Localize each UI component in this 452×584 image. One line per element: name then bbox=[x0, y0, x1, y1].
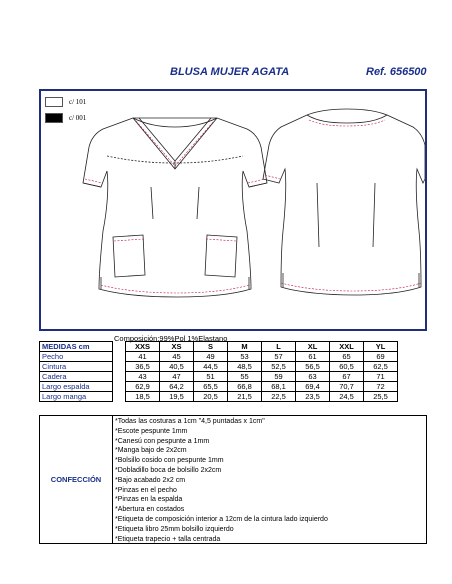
measurements-header-row bbox=[40, 342, 398, 352]
size-header-yl: YL bbox=[364, 342, 398, 352]
list-item: *Etiqueta trapecio + talla centrada bbox=[115, 535, 221, 543]
table-cell: 21,5 bbox=[228, 392, 262, 402]
table-cell: 67 bbox=[330, 372, 364, 382]
table-cell: 71 bbox=[364, 372, 398, 382]
confection-divider bbox=[112, 416, 113, 543]
table-cell: 51 bbox=[194, 372, 228, 382]
table-cell: 25,5 bbox=[364, 392, 398, 402]
table-cell: 55 bbox=[228, 372, 262, 382]
list-item: *Dobladillo boca de bolsillo 2x2cm bbox=[115, 466, 222, 474]
size-header-xxs: XXS bbox=[126, 342, 160, 352]
row-label: Cadera bbox=[40, 372, 113, 382]
list-item: *Escote pespunte 1mm bbox=[115, 427, 188, 435]
table-cell: 18,5 bbox=[126, 392, 160, 402]
front-view-drawing bbox=[83, 118, 267, 297]
row-label: Largo espalda bbox=[40, 382, 113, 392]
table-cell: 43 bbox=[126, 372, 160, 382]
row-label: Largo manga bbox=[40, 392, 113, 402]
table-cell: 36,5 bbox=[126, 362, 160, 372]
table-cell: 59 bbox=[262, 372, 296, 382]
confection-panel bbox=[39, 415, 427, 544]
composition-text: Composición:99%Pol 1%Elastano bbox=[114, 334, 228, 343]
table-cell: 56,5 bbox=[296, 362, 330, 372]
size-header-xxl: XXL bbox=[330, 342, 364, 352]
size-header-xl: XL bbox=[296, 342, 330, 352]
table-cell: 69,4 bbox=[296, 382, 330, 392]
table-cell: 20,5 bbox=[194, 392, 228, 402]
list-item: *Manga bajo de 2x2cm bbox=[115, 447, 187, 455]
table-row bbox=[40, 382, 398, 392]
table-row bbox=[40, 392, 398, 402]
list-item: *Etiqueta libro 25mm bolsillo izquierdo bbox=[115, 525, 234, 533]
table-cell: 69 bbox=[364, 352, 398, 362]
front-stitching-lines bbox=[85, 121, 265, 293]
table-cell: 62,5 bbox=[364, 362, 398, 372]
table-cell: 53 bbox=[228, 352, 262, 362]
table-cell: 49 bbox=[194, 352, 228, 362]
size-header-l: L bbox=[262, 342, 296, 352]
table-cell: 65,5 bbox=[194, 382, 228, 392]
table-cell: 68,1 bbox=[262, 382, 296, 392]
list-item: *Canesú con pespunte a 1mm bbox=[115, 437, 210, 445]
measures-header-label: MEDIDAS cm bbox=[40, 342, 113, 352]
row-label: Pecho bbox=[40, 352, 113, 362]
swatch-label-101: c/ 101 bbox=[69, 98, 87, 106]
table-cell: 72 bbox=[364, 382, 398, 392]
list-item: *Pinzas en la espalda bbox=[115, 496, 183, 504]
table-row bbox=[40, 362, 398, 372]
table-cell: 41 bbox=[126, 352, 160, 362]
table-cell: 45 bbox=[160, 352, 194, 362]
size-header-xs: XS bbox=[160, 342, 194, 352]
table-cell: 61 bbox=[296, 352, 330, 362]
size-header-m: M bbox=[228, 342, 262, 352]
table-row bbox=[40, 352, 398, 362]
size-header-s: S bbox=[194, 342, 228, 352]
table-cell: 57 bbox=[262, 352, 296, 362]
reference-number: Ref. 656500 bbox=[366, 66, 427, 78]
list-item: *Abertura en costados bbox=[115, 506, 185, 514]
garment-sketch bbox=[41, 91, 425, 329]
row-label: Cintura bbox=[40, 362, 113, 372]
swatch-label-001: c/ 001 bbox=[69, 114, 87, 122]
table-cell: 23,5 bbox=[296, 392, 330, 402]
confection-label: CONFECCIÓN bbox=[50, 475, 102, 484]
table-cell: 62,9 bbox=[126, 382, 160, 392]
table-cell: 40,5 bbox=[160, 362, 194, 372]
table-cell: 64,2 bbox=[160, 382, 194, 392]
table-row bbox=[40, 372, 398, 382]
list-item: *Etiqueta de composición interior a 12cm de la cintura lado izquierdo bbox=[115, 515, 328, 523]
technical-sketch-panel bbox=[39, 89, 427, 331]
back-view-drawing bbox=[263, 109, 425, 295]
table-cell: 22,5 bbox=[262, 392, 296, 402]
list-item: *Bolsillo cosido con pespunte 1mm bbox=[115, 457, 224, 465]
document-title: BLUSA MUJER AGATA bbox=[170, 66, 290, 78]
confection-instructions bbox=[115, 417, 328, 544]
table-cell: 44,5 bbox=[194, 362, 228, 372]
table-cell: 60,5 bbox=[330, 362, 364, 372]
table-cell: 66,8 bbox=[228, 382, 262, 392]
list-item: *Pinzas en el pecho bbox=[115, 486, 177, 494]
table-cell: 19,5 bbox=[160, 392, 194, 402]
list-item: *Bajo acabado 2x2 cm bbox=[115, 476, 186, 484]
table-cell: 47 bbox=[160, 372, 194, 382]
back-stitching-lines bbox=[265, 120, 421, 291]
table-cell: 24,5 bbox=[330, 392, 364, 402]
measurements-table bbox=[39, 341, 398, 402]
table-cell: 52,5 bbox=[262, 362, 296, 372]
list-item: *Todas las costuras a 1cm "4,5 puntadas x 1cm" bbox=[115, 418, 265, 425]
table-cell: 65 bbox=[330, 352, 364, 362]
table-cell: 48,5 bbox=[228, 362, 262, 372]
table-cell: 63 bbox=[296, 372, 330, 382]
table-cell: 70,7 bbox=[330, 382, 364, 392]
